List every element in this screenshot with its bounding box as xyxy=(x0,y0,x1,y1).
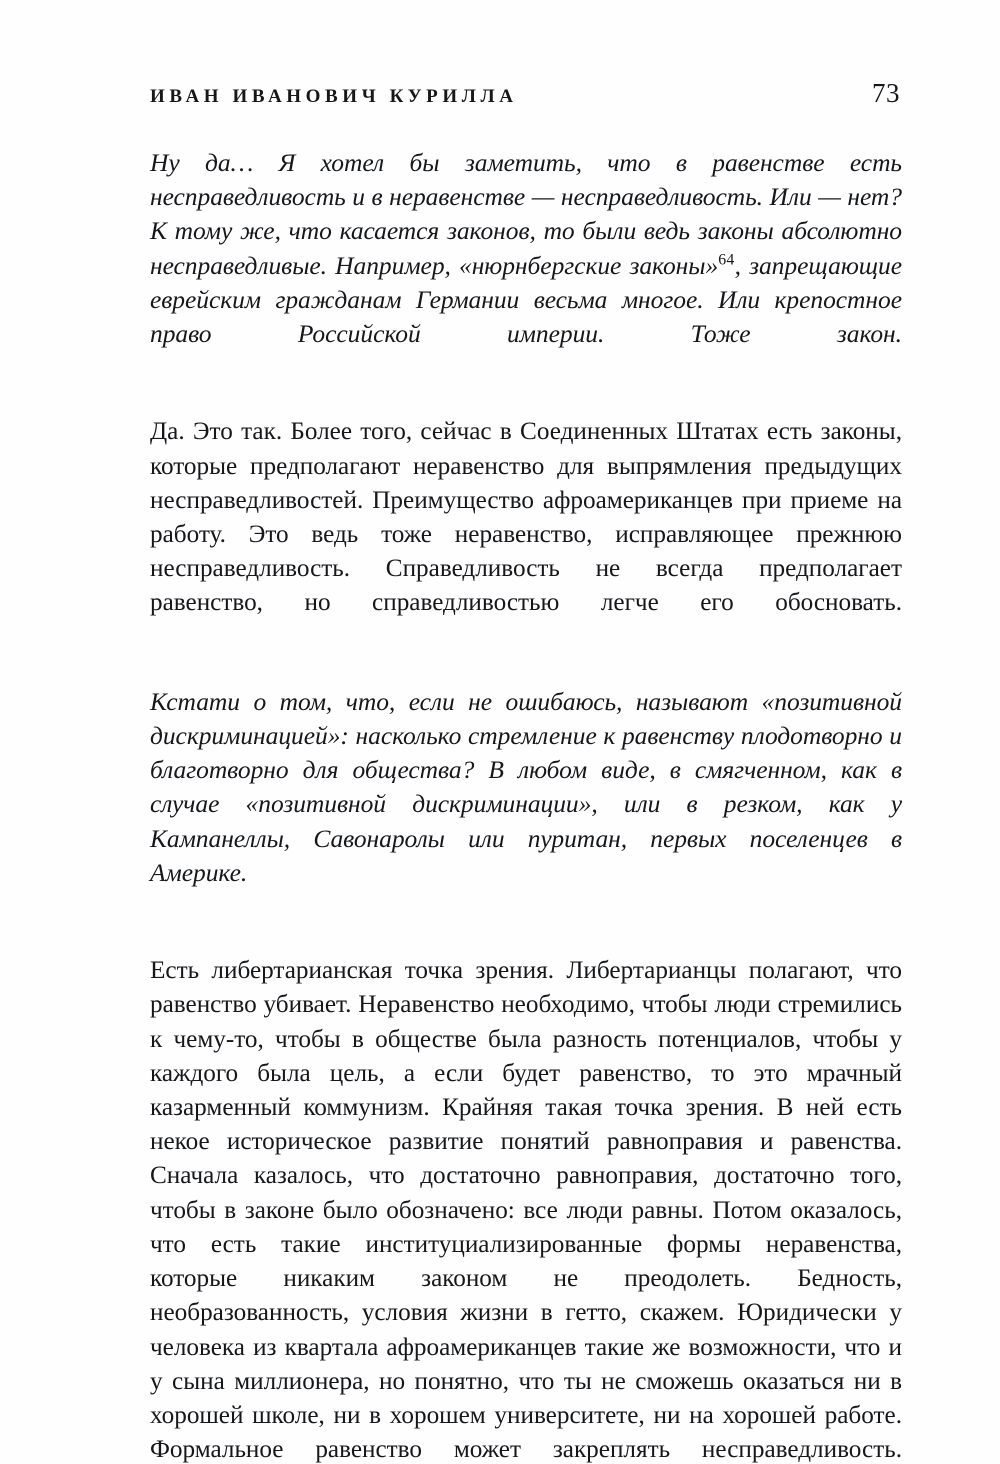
page-number: 73 xyxy=(872,78,900,108)
running-head xyxy=(150,78,900,110)
running-head-author: ИВАН ИВАНОВИЧ КУРИЛЛА xyxy=(150,86,518,107)
body-text xyxy=(150,146,902,1464)
paragraph-question-2: Кстати о том, что, если не ошибаюсь, называют «позитивной дискриминацией»: насколько стремление к равенству плодотворно и благотворно для общества? В любом виде, в смягченном, как в случае «позитивной дискриминации», или в резком, как у Кампанеллы, Савонаролы или пуритан, первых поселенцев в Америке. xyxy=(150,686,902,887)
paragraph-text-part-1: Ну да… Я хотел бы заметить, что в равенстве есть несправедливость и в неравенстве — несправедливость. Или — нет? К тому же, что касается законов, то были ведь законы абсолютно несправедливые. Например, «нюрнбергские законы» xyxy=(150,148,902,280)
paragraph-question-1 xyxy=(150,146,902,385)
paragraph-answer-2: Есть либертарианская точка зрения. Либертарианцы полагают, что равенство убивает. Неравенство необходимо, чтобы люди стремились к чему-то, чтобы в обществе была разность потенциалов, чтобы у каждого была цель, а если будет равенство, то это мрачный казарменный коммунизм. Крайняя такая точка зрения. В ней есть некое историческое развитие понятий равноправия и равенства. Сначала казалось, что достаточно равноправия, достаточно того, чтобы в законе было обозначено: все люди равны. Потом оказалось, что есть такие институциализированные формы неравенства, которые никаким законом не преодолеть. Бедность, необразованность, условия жизни в гетто, скажем. Юридически у человека из квартала афроамериканцев такие же возможности, что и у сына миллионера, но понятно, что ты не сможешь оказаться ни в хорошей школе, ни в хорошем университете, ни на хорошей работе. Формальное равенство может закреплять несправедливость. xyxy=(150,957,902,1464)
footnote-reference[interactable]: 64 xyxy=(718,251,735,269)
paragraph-text-part-2: , запрещающие еврейским гражданам Германии весьма многое. Или крепостное право Российской империи. Тоже закон. xyxy=(150,250,902,349)
paragraph-answer-1: Да. Это так. Более того, сейчас в Соединенных Штатах есть законы, которые предполагают неравенство для выпрямления предыдущих несправедливостей. Преимущество афроамериканцев при приеме на работу. Это ведь тоже неравенство, исправляющее прежнюю несправедливость. Справедливость не всегда предполагает равенство, но справедливостью легче его обосновать. xyxy=(150,418,902,617)
